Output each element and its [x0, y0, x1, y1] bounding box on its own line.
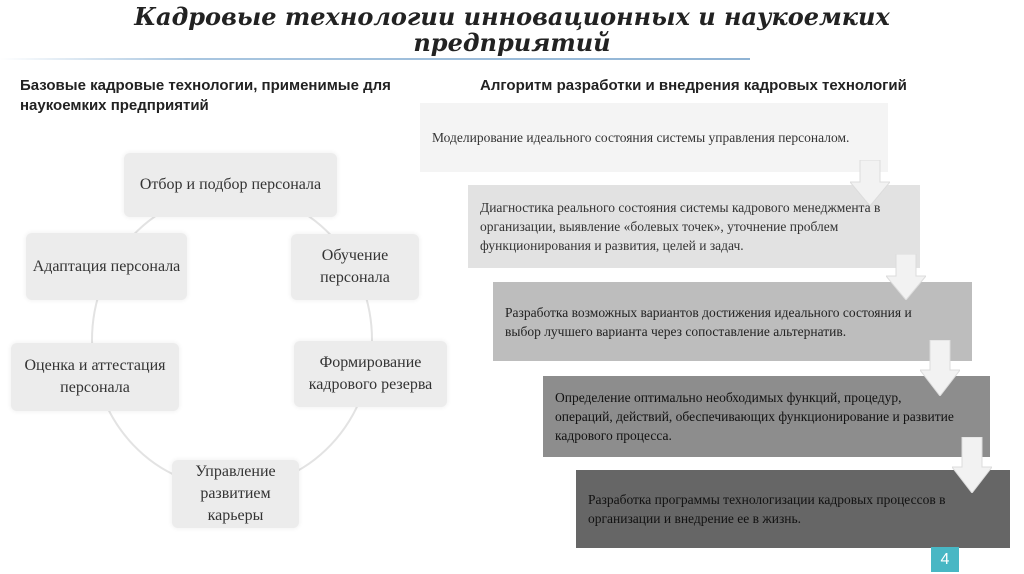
process-step-text: Диагностика реального состояния системы кадрового менеджмента в организации, выявление «болевых точек», уточнение проблем функционирования и развития, целей и задач.: [480, 200, 881, 253]
cycle-node-label: Обучение персонала: [320, 247, 390, 286]
process-step-text: Разработка программы технологизации кадровых процессов в организации и внедрение ее в жизнь.: [588, 492, 946, 526]
cycle-node-label: Адаптация персонала: [32, 257, 181, 275]
cycle-node-label: Формирование кадрового резерва: [308, 354, 433, 393]
down-arrow-icon: [886, 254, 926, 300]
cycle-node-adaptation: [26, 233, 187, 300]
down-arrow-icon: [952, 437, 992, 493]
down-arrow-icon: [920, 340, 960, 396]
cycle-node-reserve: [294, 341, 447, 407]
cycle-node-label: Оценка и аттестация персонала: [24, 357, 166, 396]
process-step-1: [420, 103, 888, 172]
cycle-node-assessment: [11, 343, 179, 411]
process-step-text: Определение оптимально необходимых функций, процедур, операций, действий, обеспечивающих функционирование и развитие кадрового процесса.: [555, 390, 954, 443]
down-arrow-icon: [850, 160, 890, 206]
left-subheading: Базовые кадровые технологии, применимые для наукоемких предприятий: [20, 77, 391, 114]
process-step-5: [576, 470, 1010, 548]
cycle-node-training: [291, 234, 419, 300]
process-step-text: Разработка возможных вариантов достижения идеального состояния и выбор лучшего варианта через сопоставление альтернатив.: [505, 304, 912, 339]
title-line-1: Кадровые технологии инновационных и наукоемких: [134, 2, 890, 31]
right-subheading: Алгоритм разработки и внедрения кадровых технологий: [480, 77, 907, 94]
cycle-node-label: Отбор и подбор персонала: [139, 176, 322, 193]
process-step-text: Моделирование идеального состояния системы управления персоналом.: [432, 130, 850, 145]
cycle-node-selection: [124, 153, 337, 217]
cycle-node-career: [172, 460, 299, 528]
title-line-2: предприятий: [413, 28, 611, 57]
cycle-node-label: Управление развитием карьеры: [195, 463, 276, 524]
page-number-badge: 4: [931, 547, 959, 572]
